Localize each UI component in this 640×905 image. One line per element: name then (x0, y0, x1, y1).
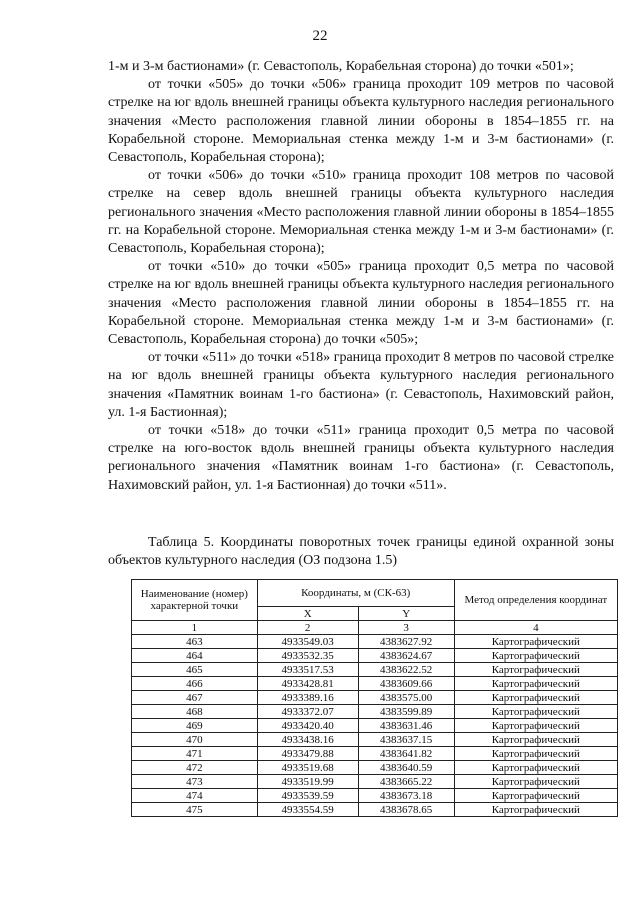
paragraph: от точки «506» до точки «510» граница проходит 108 метров по часовой стрелке на север вдоль внешней границы объекта культурного наследия регионального значения «Место расположения главной линии обороны в 1854–1855 гг. на Корабельной стороне. Мемориальная стенка между 1-м и 3-м бастионами» (г. Севастополь, Корабельная сторона); (108, 168, 614, 257)
y-value: 4383678.65 (358, 803, 454, 817)
point-number: 465 (132, 663, 258, 677)
method-value: Картографический (454, 635, 617, 649)
method-value: Картографический (454, 691, 617, 705)
column-numbers-row (132, 621, 618, 635)
point-number: 475 (132, 803, 258, 817)
y-value: 4383627.92 (358, 635, 454, 649)
point-number: 473 (132, 775, 258, 789)
table-row (132, 761, 618, 775)
paragraph: от точки «505» до точки «506» граница проходит 109 метров по часовой стрелке на юг вдоль внешней границы объекта культурного наследия регионального значения «Место расположения главной линии обороны в 1854–1855 гг. на Корабельной стороне. Мемориальная стенка между 1-м и 3-м бастионами» (г. Севастополь, Корабельная сторона); (108, 77, 614, 166)
paragraph: от точки «510» до точки «505» граница проходит 0,5 метра по часовой стрелке на юг вдоль внешней границы объекта культурного наследия регионального значения «Место расположения главной линии обороны в 1854–1855 гг. на Корабельной стороне. Мемориальная стенка между 1-м и 3-м бастионами» (г. Севастополь, Корабельная сторона) до точки «505»; (108, 259, 614, 348)
column-number: 4 (454, 621, 617, 635)
x-value: 4933549.03 (257, 635, 358, 649)
y-value: 4383640.59 (358, 761, 454, 775)
header-x: X (257, 607, 358, 621)
point-number: 466 (132, 677, 258, 691)
y-value: 4383631.46 (358, 719, 454, 733)
column-number: 3 (358, 621, 454, 635)
y-value: 4383641.82 (358, 747, 454, 761)
table-row (132, 747, 618, 761)
point-number: 474 (132, 789, 258, 803)
x-value: 4933517.53 (257, 663, 358, 677)
header-y: Y (358, 607, 454, 621)
page-number: 22 (312, 28, 328, 44)
method-value: Картографический (454, 775, 617, 789)
header-name: Наименование (номер) характерной точки (132, 580, 258, 621)
header-method: Метод определения координат (454, 580, 617, 621)
y-value: 4383575.00 (358, 691, 454, 705)
method-value: Картографический (454, 789, 617, 803)
y-value: 4383637.15 (358, 733, 454, 747)
column-number: 2 (257, 621, 358, 635)
table-row (132, 789, 618, 803)
method-value: Картографический (454, 663, 617, 677)
method-value: Картографический (454, 677, 617, 691)
x-value: 4933428.81 (257, 677, 358, 691)
point-number: 472 (132, 761, 258, 775)
method-value: Картографический (454, 705, 617, 719)
column-number: 1 (132, 621, 258, 635)
method-value: Картографический (454, 761, 617, 775)
x-value: 4933420.40 (257, 719, 358, 733)
point-number: 464 (132, 649, 258, 663)
point-number: 471 (132, 747, 258, 761)
x-value: 4933479.88 (257, 747, 358, 761)
x-value: 4933532.35 (257, 649, 358, 663)
table-row (132, 733, 618, 747)
table-row (132, 691, 618, 705)
y-value: 4383599.89 (358, 705, 454, 719)
method-value: Картографический (454, 733, 617, 747)
table-row (132, 649, 618, 663)
x-value: 4933519.68 (257, 761, 358, 775)
y-value: 4383624.67 (358, 649, 454, 663)
table-row (132, 719, 618, 733)
x-value: 4933372.07 (257, 705, 358, 719)
x-value: 4933389.16 (257, 691, 358, 705)
body-text (108, 58, 614, 495)
table-row (132, 663, 618, 677)
paragraph: от точки «511» до точки «518» граница проходит 8 метров по часовой стрелке на юг вдоль внешней границы объекта культурного наследия регионального значения «Памятник воинам 1-го бастиона» (г. Севастополь, Нахимовский район, ул. 1-я Бастионная); (108, 350, 614, 420)
x-value: 4933539.59 (257, 789, 358, 803)
table-row (132, 775, 618, 789)
table-row (132, 635, 618, 649)
y-value: 4383622.52 (358, 663, 454, 677)
header-coords: Координаты, м (СК-63) (257, 580, 454, 607)
x-value: 4933519.99 (257, 775, 358, 789)
paragraph: от точки «518» до точки «511» граница проходит 0,5 метра по часовой стрелке на юго-восток вдоль внешней границы объекта культурного наследия регионального значения «Памятник воинам 1-го бастиона» (г. Севастополь, Нахимовский район, ул. 1-я Бастионная) до точки «511». (108, 423, 614, 493)
y-value: 4383609.66 (358, 677, 454, 691)
point-number: 463 (132, 635, 258, 649)
method-value: Картографический (454, 803, 617, 817)
coordinates-table (131, 579, 618, 817)
paragraph: 1-м и 3-м бастионами» (г. Севастополь, Корабельная сторона) до точки «501»; (108, 59, 574, 74)
x-value: 4933438.16 (257, 733, 358, 747)
method-value: Картографический (454, 747, 617, 761)
table-row (132, 677, 618, 691)
x-value: 4933554.59 (257, 803, 358, 817)
point-number: 468 (132, 705, 258, 719)
method-value: Картографический (454, 649, 617, 663)
point-number: 470 (132, 733, 258, 747)
y-value: 4383665.22 (358, 775, 454, 789)
table-row (132, 705, 618, 719)
table-row (132, 803, 618, 817)
y-value: 4383673.18 (358, 789, 454, 803)
table-caption: Таблица 5. Координаты поворотных точек границы единой охранной зоны объектов культурного наследия (ОЗ подзона 1.5) (108, 535, 614, 568)
method-value: Картографический (454, 719, 617, 733)
point-number: 467 (132, 691, 258, 705)
point-number: 469 (132, 719, 258, 733)
